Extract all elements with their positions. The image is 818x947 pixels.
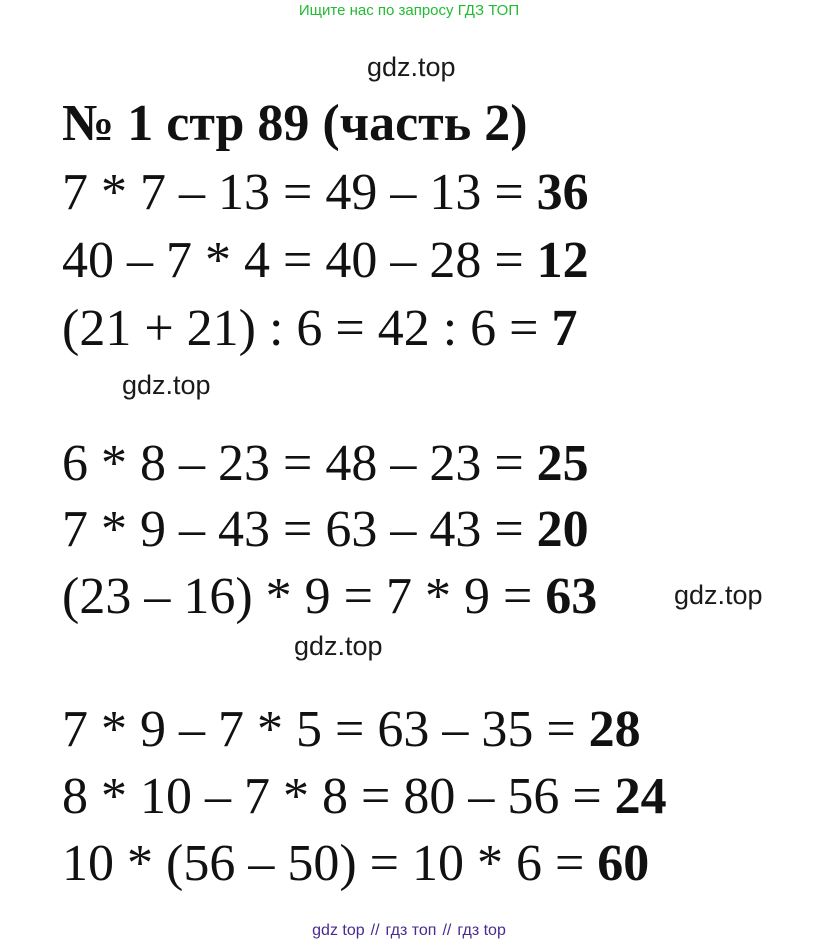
equation-row — [62, 501, 589, 558]
equation-answer: 7 — [551, 300, 578, 357]
watermark: gdz.top — [674, 580, 763, 610]
top-banner: Ищите нас по запросу ГДЗ ТОП — [298, 2, 520, 19]
equation-expression: 40 – 7 * 4 = 40 – 28 = — [62, 232, 537, 289]
watermark: gdz.top — [122, 370, 211, 400]
equation-answer: 20 — [536, 501, 589, 558]
page-title: № 1 стр 89 (часть 2) — [62, 95, 528, 152]
footer-separator: // — [442, 922, 452, 939]
equation-expression: 6 * 8 – 23 = 48 – 23 = — [62, 435, 537, 492]
equation-row — [62, 232, 589, 289]
equation-answer: 60 — [597, 835, 650, 892]
footer-link-gdz-top-mixed[interactable]: гдз top — [457, 922, 506, 939]
equation-row — [62, 568, 598, 625]
equation-row — [62, 701, 641, 758]
equation-expression: 10 * (56 – 50) = 10 * 6 = — [62, 835, 598, 892]
equation-row — [62, 300, 578, 357]
equation-expression: (21 + 21) : 6 = 42 : 6 = — [62, 300, 552, 357]
equation-answer: 36 — [536, 164, 589, 221]
footer-links — [0, 922, 818, 940]
equation-row — [62, 835, 650, 892]
equation-expression: 7 * 7 – 13 = 49 – 13 = — [62, 164, 537, 221]
equation-row — [62, 164, 589, 221]
footer-separator: // — [370, 922, 380, 939]
watermark: gdz.top — [367, 52, 456, 82]
equation-expression: 7 * 9 – 7 * 5 = 63 – 35 = — [62, 701, 589, 758]
equation-expression: 7 * 9 – 43 = 63 – 43 = — [62, 501, 537, 558]
watermark: gdz.top — [294, 631, 383, 661]
equation-row — [62, 768, 667, 825]
footer-link-gdz-top-ru[interactable]: гдз топ — [385, 922, 437, 939]
equation-answer: 25 — [536, 435, 589, 492]
equation-answer: 28 — [588, 701, 641, 758]
footer-link-gdz-top[interactable]: gdz top — [312, 922, 365, 939]
equation-expression: 8 * 10 – 7 * 8 = 80 – 56 = — [62, 768, 615, 825]
equation-row — [62, 435, 589, 492]
equation-answer: 24 — [614, 768, 667, 825]
equation-answer: 63 — [545, 568, 598, 625]
equation-answer: 12 — [536, 232, 589, 289]
equation-expression: (23 – 16) * 9 = 7 * 9 = — [62, 568, 546, 625]
